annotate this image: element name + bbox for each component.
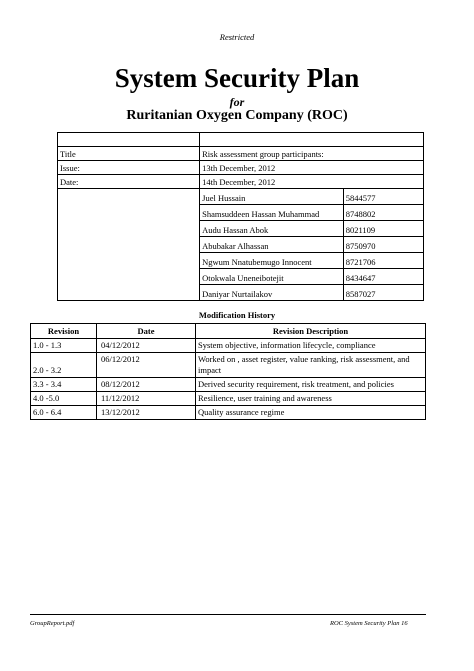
date-cell: 06/12/2012: [97, 353, 196, 378]
participant-id: 8587027: [343, 285, 423, 301]
column-header-revision: Revision: [31, 324, 97, 339]
participant-id: 8748802: [343, 205, 423, 221]
blank-cell: [58, 189, 200, 301]
participant-name: Daniyar Nurtailakov: [200, 285, 344, 301]
date-cell: 04/12/2012: [97, 339, 196, 353]
footer-page-info: ROC System Security Plan 16: [330, 620, 408, 627]
participant-id: 8021109: [343, 221, 423, 237]
info-value: Risk assessment group participants:: [200, 147, 424, 161]
table-row: [31, 378, 426, 392]
participant-name: Otokwala Uneneibotejit: [200, 269, 344, 285]
info-value: 14th December, 2012: [200, 175, 424, 189]
revision-cell: 1.0 - 1.3: [31, 339, 97, 353]
footer-filename: GroupReport.pdf: [30, 620, 75, 627]
column-header-description: Revision Description: [196, 324, 426, 339]
table-row: [31, 339, 426, 353]
description-cell: Worked on , asset register, value ranking, risk assessment, and impact: [196, 353, 426, 378]
participant-id: 8721706: [343, 253, 423, 269]
participant-id: 8750970: [343, 237, 423, 253]
table-row: [31, 353, 426, 378]
document-info-table: [57, 132, 424, 301]
column-header-date: Date: [97, 324, 196, 339]
participant-name: Abubakar Alhassan: [200, 237, 344, 253]
date-cell: 08/12/2012: [97, 378, 196, 392]
info-label: Issue:: [58, 161, 200, 175]
participant-id: 5844577: [343, 189, 423, 205]
info-value: 13th December, 2012: [200, 161, 424, 175]
table-row: [31, 392, 426, 406]
participant-name: Audu Hassan Abok: [200, 221, 344, 237]
revision-cell: 4.0 -5.0: [31, 392, 97, 406]
participant-name: Shamsuddeen Hassan Muhammad: [200, 205, 344, 221]
participant-name: Ngwum Nnatubemugo Innocent: [200, 253, 344, 269]
document-title: System Security Plan: [114, 63, 360, 93]
description-cell: Derived security requirement, risk treatment, and policies: [196, 378, 426, 392]
footer-rule: [30, 614, 426, 615]
participant-name: Juel Hussain: [200, 189, 344, 205]
date-cell: 13/12/2012: [97, 406, 196, 420]
company-name: Ruritanian Oxygen Company (ROC): [126, 108, 348, 123]
description-cell: Resilience, user training and awareness: [196, 392, 426, 406]
revision-cell: 6.0 - 6.4: [31, 406, 97, 420]
info-label: Date:: [58, 175, 200, 189]
modification-history-table: [30, 323, 426, 420]
document-for: for: [229, 95, 245, 109]
revision-cell: 2.0 - 3.2: [31, 353, 97, 378]
table-row: [31, 406, 426, 420]
description-cell: System objective, information lifecycle, compliance: [196, 339, 426, 353]
revision-cell: 3.3 - 3.4: [31, 378, 97, 392]
participant-id: 8434647: [343, 269, 423, 285]
date-cell: 11/12/2012: [97, 392, 196, 406]
info-label: Title: [58, 147, 200, 161]
modification-history-title: Modification History: [198, 310, 276, 320]
description-cell: Quality assurance regime: [196, 406, 426, 420]
classification-label: Restricted: [219, 32, 255, 42]
